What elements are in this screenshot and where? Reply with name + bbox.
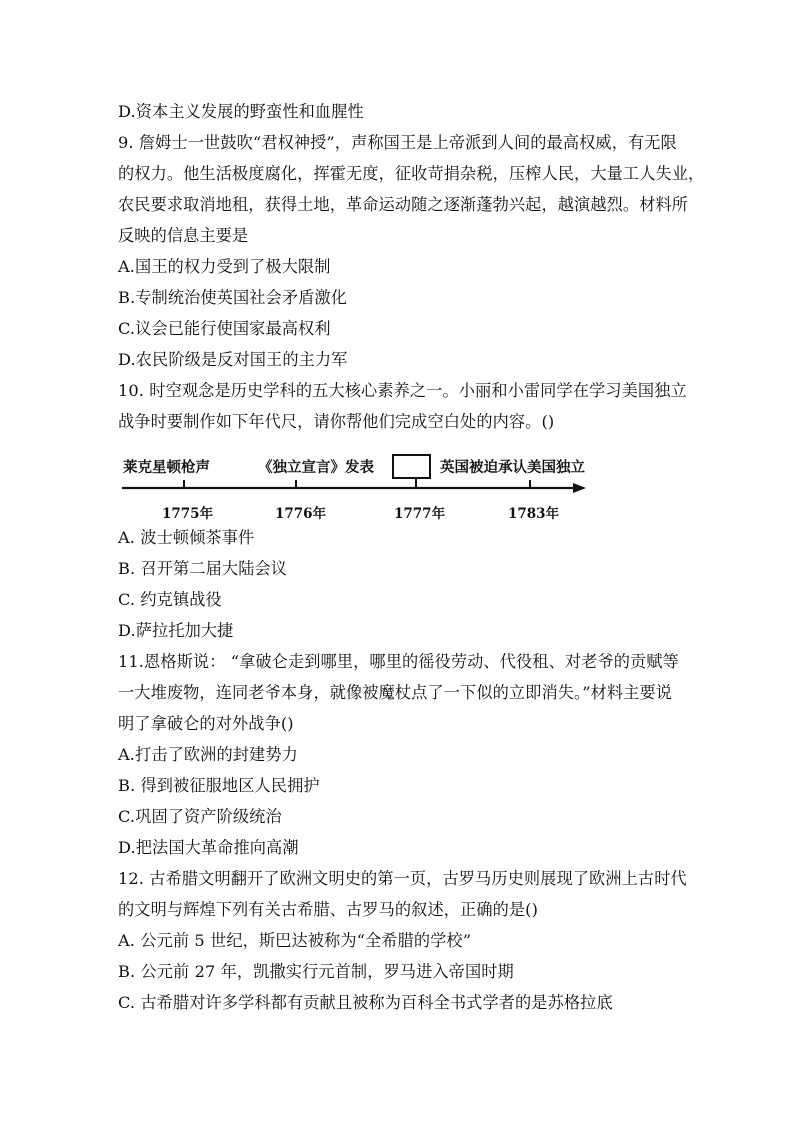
timeline-figure: [118, 452, 658, 524]
q11-stem-line-1: 11.恩格斯说： “拿破仑走到哪里，哪里的徭役劳动、代役租、对老爷的贡赋等: [118, 652, 679, 671]
q9-option-b: B.专制统治使英国社会矛盾激化: [118, 288, 347, 307]
timeline-arrow: [573, 483, 586, 493]
q10-option-c: C. 约克镇战役: [118, 590, 222, 609]
timeline-event-declaration: 《独立宣言》发表: [258, 459, 374, 476]
q11-option-d: D.把法国大革命推向高潮: [118, 838, 299, 857]
q9-option-a: A.国王的权力受到了极大限制: [118, 257, 331, 276]
q9-stem-line-3: 农民要求取消地租，获得土地，革命运动随之逐渐蓬勃兴起，越演越烈。材料所: [118, 195, 689, 214]
q11-option-a: A.打击了欧洲的封建势力: [118, 745, 298, 764]
q11-option-c: C.巩固了资产阶级统治: [118, 807, 282, 826]
q12-option-c: C. 古希腊对许多学科都有贡献且被称为百科全书式学者的是苏格拉底: [118, 993, 613, 1012]
q12-stem-line-2: 的文明与辉煌下列有关古希腊、古罗马的叙述，正确的是(): [118, 900, 539, 919]
timeline-event-recognition: 英国被迫承认美国独立: [440, 459, 585, 476]
timeline-event-lexington: 莱克星顿枪声: [123, 459, 210, 476]
q9-stem-line-4: 反映的信息主要是: [118, 226, 249, 245]
q9-option-c: C.议会已能行使国家最高权利: [118, 319, 331, 338]
q12-option-a: A. 公元前 5 世纪，斯巴达被称为“全希腊的学校”: [118, 931, 472, 950]
timeline-year-1777: 1777年: [394, 506, 446, 522]
timeline-year-1783: 1783年: [508, 506, 560, 522]
q11-stem-line-3: 明了拿破仑的对外战争(): [118, 714, 294, 733]
timeline-blank-box: [393, 455, 430, 478]
timeline-year-1775: 1775年: [162, 506, 214, 522]
q11-stem-line-2: 一大堆废物，连同老爷本身，就像被魔杖点了一下似的立即消失。”材料主要说: [118, 683, 673, 702]
q9-stem-line-2: 的权力。他生活极度腐化，挥霍无度，征收苛捐杂税，压榨人民，大量工人失业，: [118, 164, 705, 183]
q11-option-b: B. 得到被征服地区人民拥护: [118, 776, 320, 795]
q12-option-b: B. 公元前 27 年，凯撒实行元首制，罗马进入帝国时期: [118, 962, 514, 981]
q9-option-d: D.农民阶级是反对国王的主力军: [118, 350, 348, 369]
timeline-year-1776: 1776年: [275, 506, 327, 522]
q12-stem-line-1: 12. 古希腊文明翻开了欧洲文明史的第一页，古罗马历史则展现了欧洲上古时代: [118, 869, 687, 888]
q10-stem-line-2: 战争时要制作如下年代尺，请你帮他们完成空白处的内容。(): [118, 412, 555, 431]
q10-option-a: A. 波士顿倾茶事件: [118, 528, 255, 547]
q10-option-d: D.萨拉托加大捷: [118, 621, 234, 640]
q10-stem-line-1: 10. 时空观念是历史学科的五大核心素养之一。小丽和小雷同学在学习美国独立: [118, 381, 687, 400]
q10-option-b: B. 召开第二届大陆会议: [118, 559, 288, 578]
timeline-svg: [118, 452, 658, 524]
q8-option-d: D.资本主义发展的野蛮性和血腥性: [118, 102, 364, 121]
q9-stem-line-1: 9. 詹姆士一世鼓吹“君权神授”，声称国王是上帝派到人间的最高权威，有无限: [118, 133, 677, 152]
